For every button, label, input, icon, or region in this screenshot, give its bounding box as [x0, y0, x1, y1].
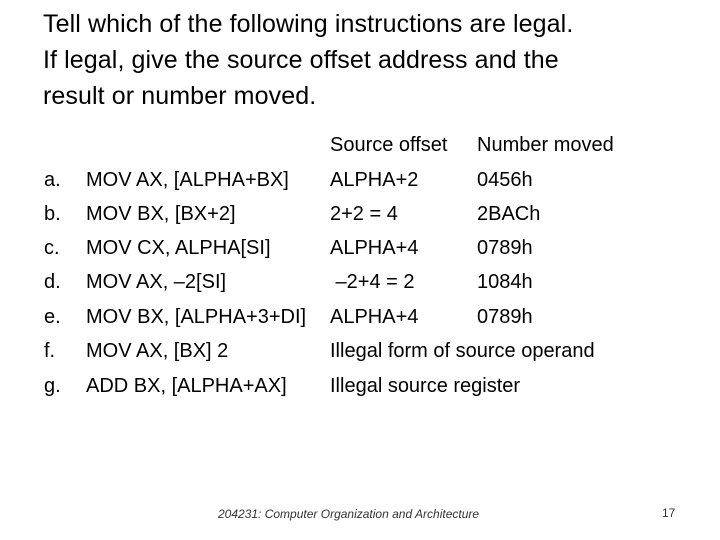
row-number-moved: 0456h [477, 169, 533, 191]
row-source-offset: –2+4 = 2 [330, 271, 415, 293]
row-source-offset: Illegal form of source operand [330, 340, 595, 362]
page-number: 17 [662, 506, 676, 520]
row-source-offset: 2+2 = 4 [330, 203, 398, 225]
title-line-3: result or number moved. [43, 82, 317, 110]
title-line-1: Tell which of the following instructions are legal. [43, 10, 574, 38]
row-instruction: ADD BX, [ALPHA+AX] [86, 375, 287, 397]
row-instruction: MOV BX, [ALPHA+3+DI] [86, 306, 307, 328]
row-number-moved: 0789h [477, 306, 533, 328]
instruction-row-b [0, 199, 720, 233]
row-instruction: MOV AX, [BX] 2 [86, 340, 229, 362]
instruction-row-g [0, 371, 720, 405]
row-letter: f. [44, 340, 56, 362]
header-number-moved: Number moved [477, 134, 614, 156]
row-letter: a. [44, 169, 61, 191]
row-letter: d. [44, 271, 61, 293]
row-instruction: MOV CX, ALPHA[SI] [86, 237, 271, 259]
row-source-offset: ALPHA+2 [330, 169, 419, 191]
footer-course-title: 204231: Computer Organization and Architecture [218, 507, 480, 521]
row-number-moved: 0789h [477, 237, 533, 259]
row-number-moved: 1084h [477, 271, 533, 293]
row-instruction: MOV AX, –2[SI] [86, 271, 227, 293]
header-source-offset: Source offset [330, 134, 448, 156]
row-source-offset: ALPHA+4 [330, 237, 419, 259]
row-instruction: MOV BX, [BX+2] [86, 203, 236, 225]
instruction-row-d [0, 267, 720, 301]
row-letter: g. [44, 375, 61, 397]
instruction-row-a [0, 165, 720, 199]
instruction-row-e [0, 302, 720, 336]
instruction-row-f [0, 336, 720, 370]
row-letter: c. [44, 237, 60, 259]
instruction-row-c [0, 233, 720, 267]
row-letter: e. [44, 306, 61, 328]
row-number-moved: 2BACh [477, 203, 541, 225]
slide-title [43, 6, 683, 114]
row-source-offset: Illegal source register [330, 375, 521, 397]
title-line-2: If legal, give the source offset address and the [43, 46, 559, 74]
row-source-offset: ALPHA+4 [330, 306, 419, 328]
row-instruction: MOV AX, [ALPHA+BX] [86, 169, 289, 191]
row-letter: b. [44, 203, 61, 225]
